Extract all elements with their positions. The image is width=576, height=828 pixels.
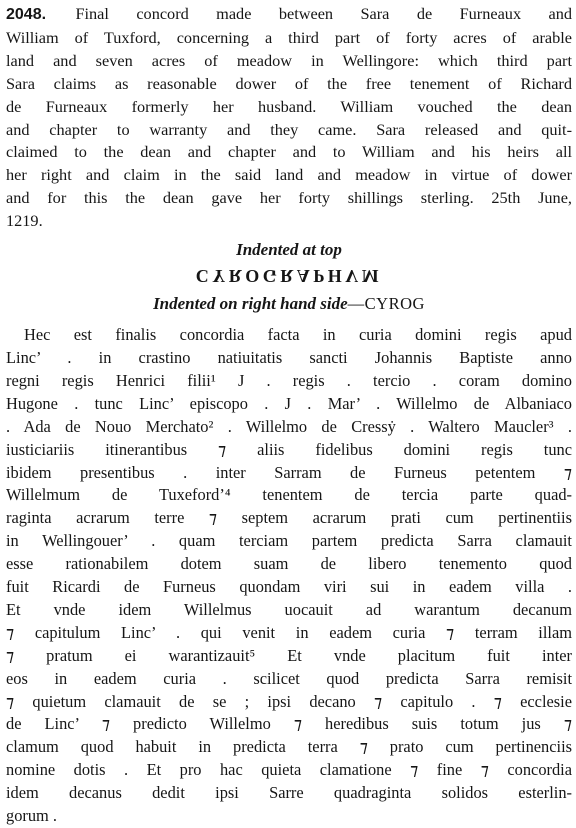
latin-line: esse rationabilem dotem suam de libero tenemento quod [6,554,572,574]
summary-line: 2048. Final concord made between Sara de Furneaux and [6,4,572,23]
latin-line: ⁊ quietum clamauit de se ; ipsi decano ⁊ capitulo . ⁊ ecclesie [6,691,572,711]
latin-line: nomine dotis . Et pro hac quieta clamatione ⁊ fine ⁊ concordia [6,760,572,780]
indented-at-top-heading: Indented at top [236,240,342,260]
chirograph-text: CYROGRAPHVM [195,266,383,287]
latin-line: regni regis Henrici filii¹ J . regis . tercio . coram domino [6,370,572,390]
latin-line: Hugone . tunc Linc’ episcopo . J . Mar’ . Willelmo de Albaniaco [6,393,572,413]
latin-line: Et vnde idem Willelmus uocauit ad warantum decanum [6,599,572,619]
latin-line: gorum . [6,806,57,826]
summary-line: 1219. [6,211,43,231]
latin-line: fuit Ricardi de Furneus quondam viri sui in eadem villa . [6,577,572,597]
summary-line: claimed to the dean and chapter and to William and his heirs all [6,142,572,162]
latin-line: eos in eadem curia . scilicet quod predicta Sarra remisit [6,668,572,688]
summary-line: William of Tuxford, concerning a third part of forty acres of arable [6,27,572,47]
latin-line: Linc’ . in crastino natiuitatis sancti Johannis Baptiste anno [6,347,572,367]
latin-line: raginta acrarum terre ⁊ septem acrarum prati cum pertinentiis [6,508,572,528]
chirograph-inverted-heading [6,264,572,288]
latin-line: ⁊ capitulum Linc’ . qui venit in eadem curia ⁊ terram illam [6,622,572,642]
charter-summary [6,3,572,233]
charter-number: 2048. [6,6,47,23]
latin-charter-text [6,324,572,828]
latin-line: Willelmum de Tuxeford’⁴ tenentem de tercia parte quad- [6,485,572,505]
latin-line: . Ada de Nouo Merchato² . Willelmo de Cressẏ . Waltero Maucler³ . [6,416,572,436]
document-page [6,3,572,828]
latin-line: clamum quod habuit in predicta terra ⁊ prato cum pertinenciis [6,737,572,757]
indented-side-label: Indented on right hand side [153,294,348,314]
latin-line: Hec est finalis concordia facta in curia domini regis apud [24,325,572,345]
latin-line: ibidem presentibus . inter Sarram de Furneus petentem ⁊ [6,462,572,482]
latin-line: idem decanus dedit ipsi Sarre quadraginta solidos esterlin- [6,783,572,803]
summary-line: Sara claims as reasonable dower of the free tenement of Richard [6,73,572,93]
summary-line: and for this the dean gave her forty shillings sterling. 25th June, [6,188,572,208]
summary-line: her right and claim in the said land and meadow in virtue of dower [6,165,572,185]
latin-line: de Linc’ ⁊ predicto Willelmo ⁊ heredibus suis totum jus ⁊ [6,714,572,734]
summary-line: land and seven acres of meadow in Wellingore: which third part [6,50,572,70]
latin-line: iusticiariis itinerantibus ⁊ aliis fidelibus domini regis tunc [6,439,572,459]
latin-line: in Wellingouer’ . quam terciam partem predicta Sarra clamauit [6,531,572,551]
indented-side-word: CYROG [364,294,425,314]
summary-line: de Furneaux formerly her husband. William vouched the dean [6,96,572,116]
latin-line: ⁊ pratum ei warantizauit⁵ Et vnde placitum fuit inter [6,645,572,665]
summary-line: and chapter to warranty and they came. Sara released and quit- [6,119,572,139]
indented-right-side-heading [6,292,572,316]
indented-side-dash: — [347,294,365,314]
